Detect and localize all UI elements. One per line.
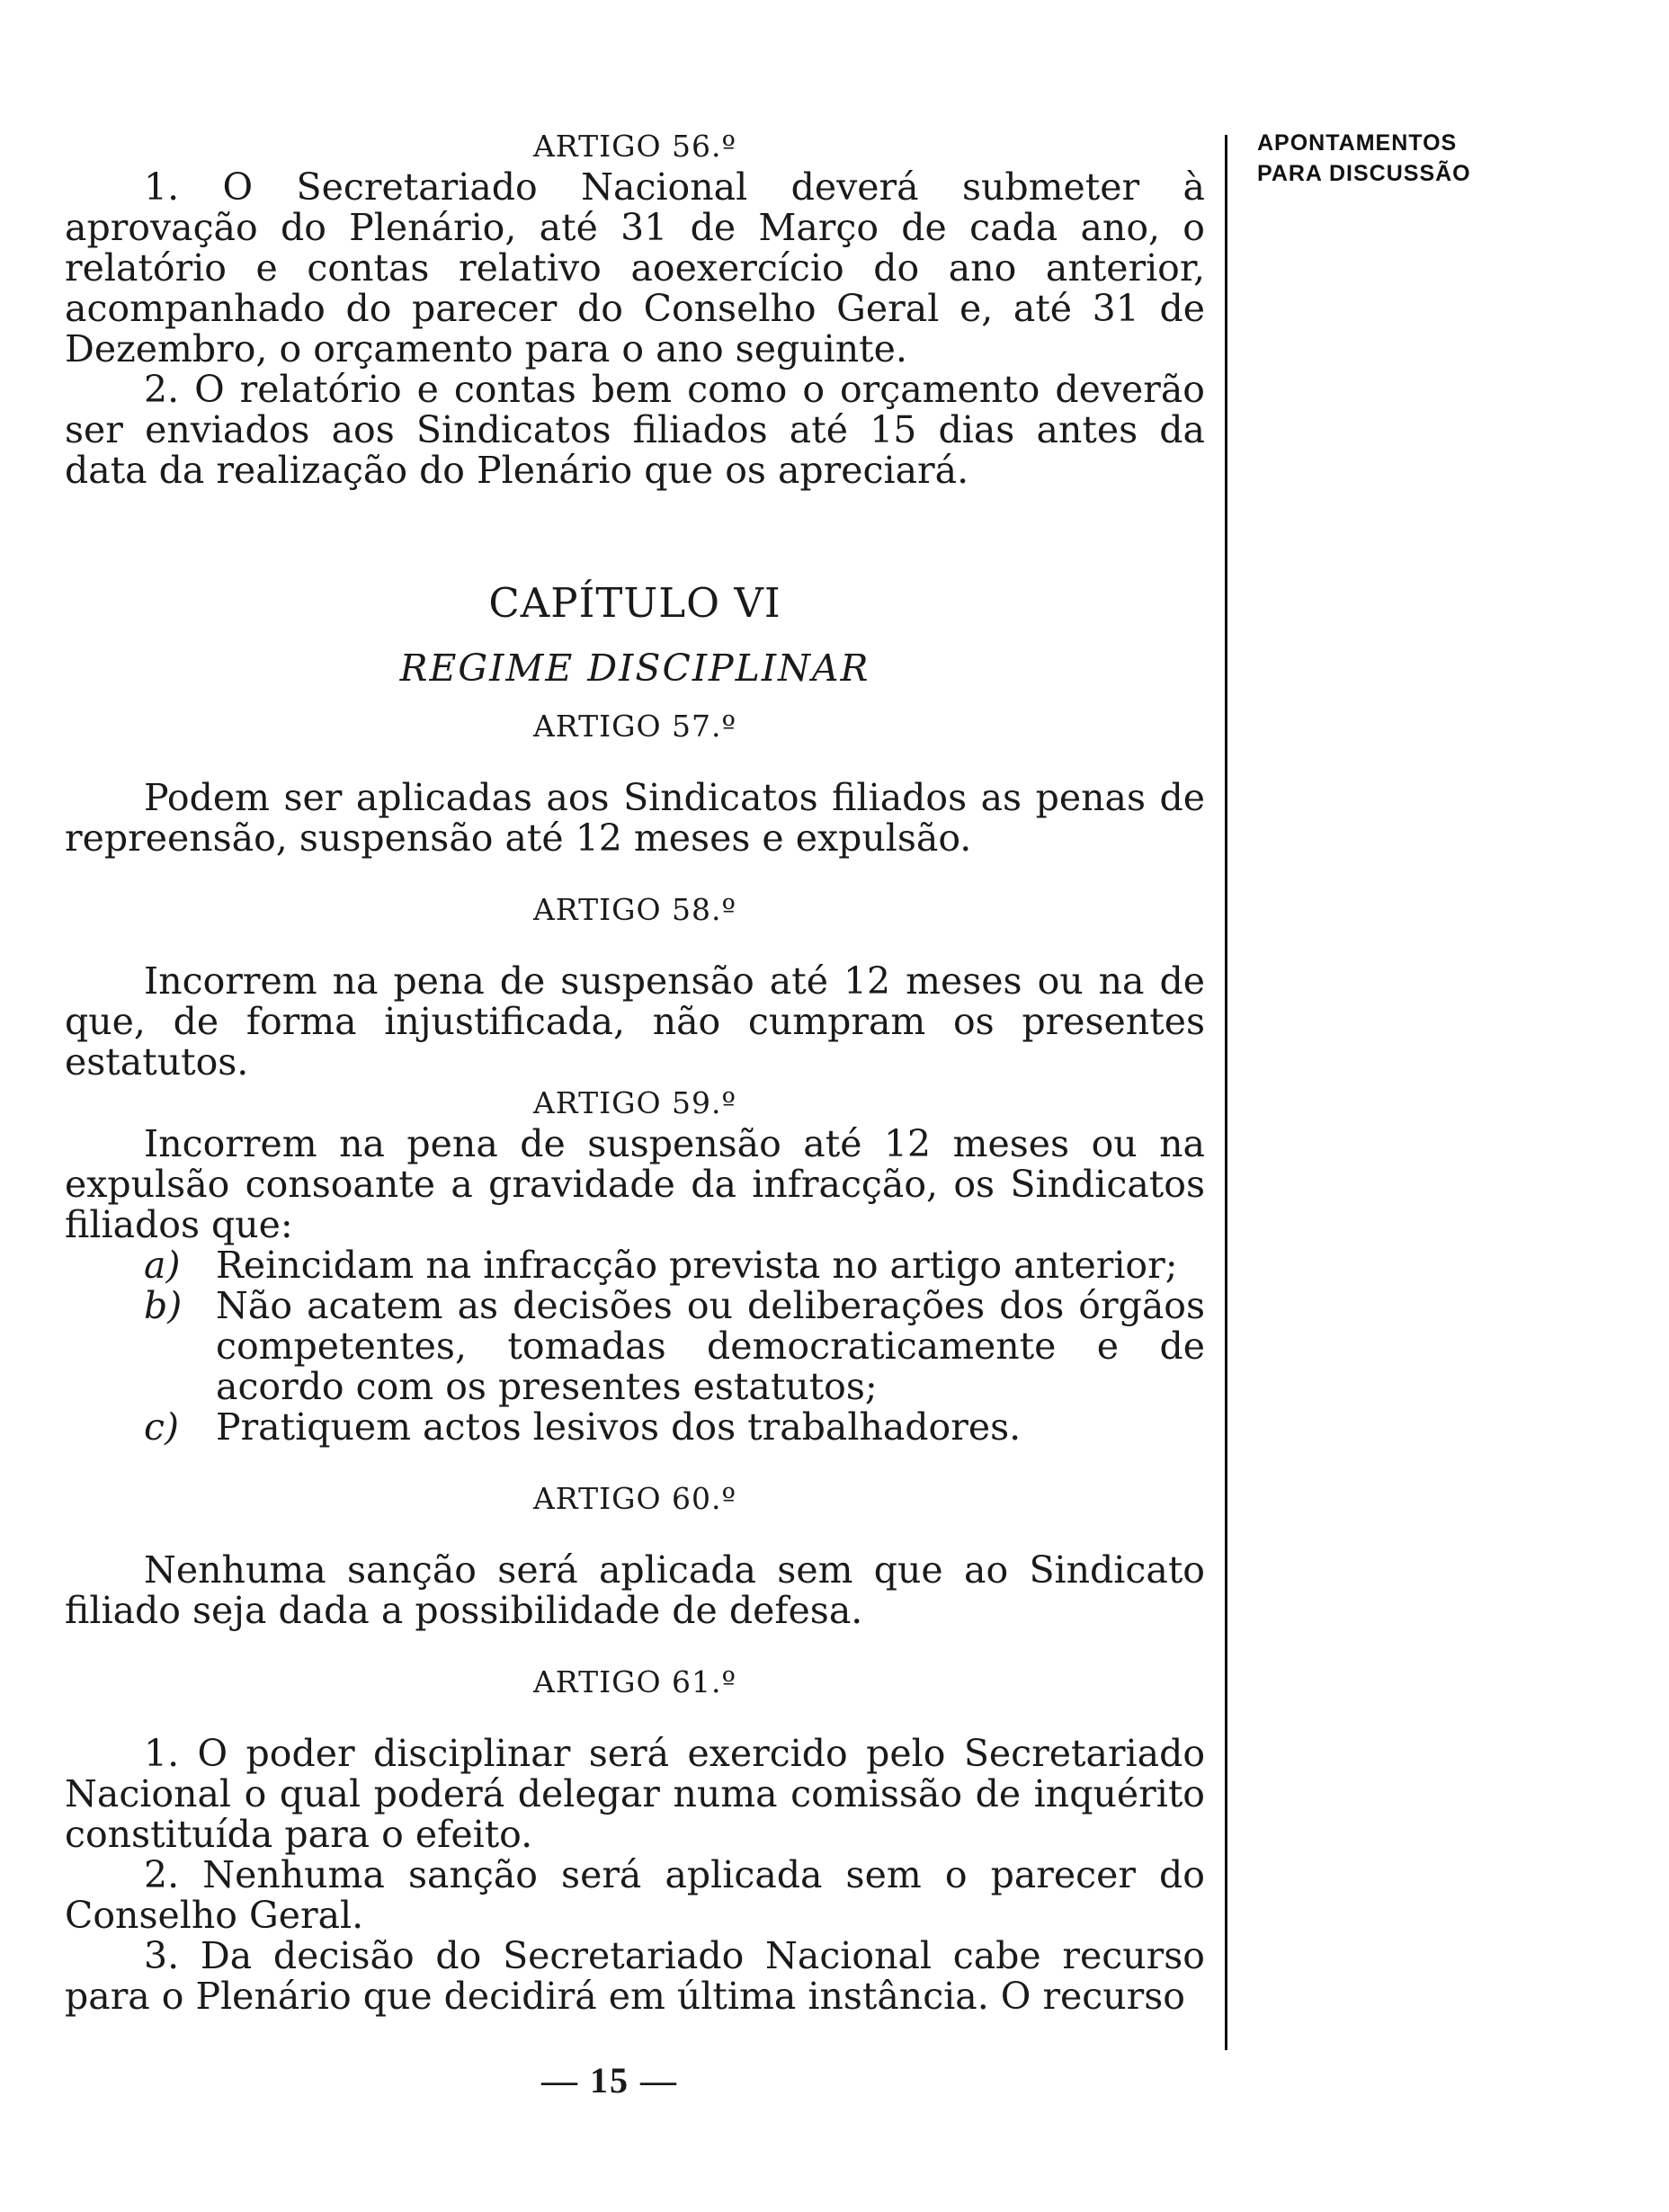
article-59-list: [65, 1245, 1205, 1448]
list-item-text: Não acatem as decisões ou deliberações dos órgãos competentes, tomadas democraticamente e de acordo com os presentes estatutos;: [216, 1284, 1205, 1408]
article-56-paragraph-1: 1. O Secretariado Nacional deverá submeter à aprovação do Plenário, até 31 de Março de cada ano, o relatório e contas relativo aoexercício do ano anterior, acompanhado do parecer do Conselho Geral e, até 31 de Dezembro, o orçamento para o ano seguinte.: [65, 165, 1205, 370]
chapter-title: CAPÍTULO VI: [488, 579, 781, 627]
margin-note: [1257, 128, 1599, 189]
list-item-text: Pratiquem actos lesivos dos trabalhadores.: [216, 1405, 1022, 1449]
list-marker: a): [144, 1244, 181, 1287]
list-item-text: Reincidam na infracção prevista no artigo anterior;: [216, 1244, 1178, 1287]
list-marker: b): [144, 1284, 183, 1327]
article-61-paragraph-2: 2. Nenhuma sanção será aplicada sem o parecer do Conselho Geral.: [65, 1853, 1205, 1937]
page-number: — 15 —: [541, 2060, 678, 2101]
list-item: [65, 1245, 1205, 1286]
margin-divider-rule: [1225, 135, 1227, 2050]
chapter-subtitle: REGIME DISCIPLINAR: [399, 647, 870, 690]
article-57-heading: ARTIGO 57.º: [532, 709, 737, 744]
margin-note-line-2: PARA DISCUSSÃO: [1257, 161, 1471, 186]
article-57-paragraph: Podem ser aplicadas aos Sindicatos filiados as penas de repreensão, suspensão até 12 meses e expulsão.: [65, 776, 1205, 860]
article-58-paragraph: Incorrem na pena de suspensão até 12 meses ou na de que, de forma injustificada, não cumpram os presentes estatutos.: [65, 959, 1205, 1084]
article-59-paragraph: Incorrem na pena de suspensão até 12 meses ou na expulsão consoante a gravidade da infracção, os Sindicatos filiados que:: [65, 1122, 1205, 1246]
margin-note-line-1: APONTAMENTOS: [1257, 130, 1458, 156]
article-60-heading: ARTIGO 60.º: [532, 1481, 737, 1516]
list-item: [65, 1286, 1205, 1407]
article-61-heading: ARTIGO 61.º: [532, 1664, 737, 1699]
list-item: [65, 1407, 1205, 1448]
main-column: [65, 126, 1205, 2017]
article-60-paragraph: Nenhuma sanção será aplicada sem que ao Sindicato filiado seja dada a possibilidade de defesa.: [65, 1548, 1205, 1632]
article-61-paragraph-3: 3. Da decisão do Secretariado Nacional cabe recurso para o Plenário que decidirá em última instância. O recurso: [65, 1934, 1205, 2018]
article-56-heading: ARTIGO 56.º: [532, 129, 737, 164]
article-61-paragraph-1: 1. O poder disciplinar será exercido pelo Secretariado Nacional o qual poderá delegar numa comissão de inquérito constituída para o efeito.: [65, 1732, 1205, 1856]
article-58-heading: ARTIGO 58.º: [532, 892, 737, 927]
list-marker: c): [144, 1405, 179, 1449]
article-56-paragraph-2: 2. O relatório e contas bem como o orçamento deverão ser enviados aos Sindicatos filiados até 15 dias antes da data da realização do Plenário que os apreciará.: [65, 368, 1205, 492]
article-59-heading: ARTIGO 59.º: [532, 1085, 737, 1120]
